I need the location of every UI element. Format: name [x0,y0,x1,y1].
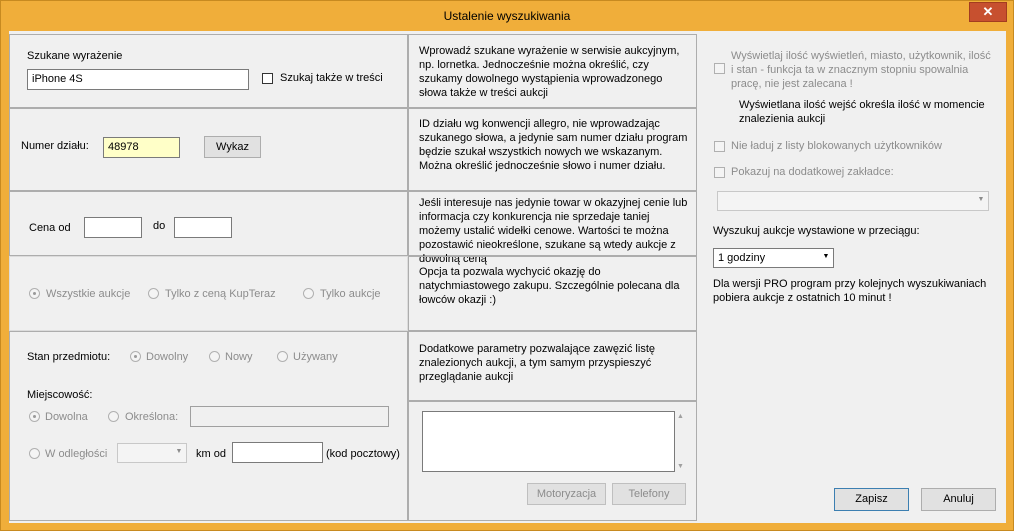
postal-code-input[interactable] [232,442,323,463]
location-any-radio[interactable] [29,411,40,422]
filters-description: Dodatkowe parametry pozwalające zawęzić listę znalezionych aukcji, a tym samym przyspieszyć przeglądanie aukcji [419,343,655,383]
category-label: Numer działu: [21,140,89,152]
condition-any-label[interactable]: Dowolny [146,351,189,363]
cancel-button[interactable]: Anuluj [921,488,996,511]
search-label: Szukane wyrażenie [27,50,123,62]
category-desc-panel [408,108,697,191]
chevron-down-icon: ▼ [977,196,985,203]
auction-type-panel [9,256,408,331]
extra-tab-checkbox[interactable] [714,167,725,178]
title-bar[interactable] [1,1,1013,31]
location-distance-label[interactable]: W odległości [45,448,108,460]
dialog-client-area [9,31,1006,523]
location-label: Miejscowość: [27,389,93,401]
condition-new-label[interactable]: Nowy [225,351,253,363]
category-panel [9,108,408,191]
condition-used-radio[interactable] [277,351,288,362]
auction-type-description: Opcja ta pozwala wychycić okazję do natychmiastowego zakupu. Szczególnie polecana dla łowców okazji :) [419,266,680,306]
extras-panel [408,401,697,521]
search-panel [9,34,408,108]
location-specific-label[interactable]: Określona: [125,411,179,423]
period-label: Wyszukuj aukcje wystawione w przeciągu: [713,225,920,237]
period-select[interactable] [713,248,834,268]
scroll-down-icon[interactable]: ▼ [677,463,684,470]
category-input[interactable]: 48978 [103,137,180,158]
condition-new-radio[interactable] [209,351,220,362]
price-from-input[interactable] [84,217,142,238]
close-button[interactable]: ✕ [969,2,1007,22]
location-distance-radio[interactable] [29,448,40,459]
search-description: Wprowadź szukane wyrażenie w serwisie aukcyjnym, np. lornetka. Jednocześnie można określić, czy szukamy dowolnego wystąpienia wprowadzonego słowa także w treści aukcji [419,45,680,99]
price-desc-panel [408,191,697,265]
extra-tab-label[interactable]: Pokazuj na dodatkowej zakładce: [731,166,894,178]
price-to-input[interactable] [174,217,232,238]
price-to-label: do [153,220,166,232]
condition-label: Stan przedmiotu: [27,351,111,363]
auction-type-desc-panel [408,256,697,331]
auction-type-buynow-label[interactable]: Tylko z ceną KupTeraz [165,288,276,300]
save-button[interactable]: Zapisz [834,488,909,511]
phones-button[interactable]: Telefony [612,483,686,505]
search-desc-panel [408,34,697,108]
scroll-up-icon[interactable]: ▲ [677,413,684,420]
chevron-down-icon: ▼ [822,253,830,260]
km-from-label: km od [196,448,226,460]
auction-type-auctions-label[interactable]: Tylko aukcje [320,288,381,300]
pro-note: Dla wersji PRO program przy kolejnych wyszukiwaniach pobiera aukcje z ostatnich 10 minut ! [713,278,987,304]
search-in-content-checkbox[interactable] [262,73,273,84]
search-input[interactable]: iPhone 4S [27,69,249,90]
auction-type-buynow-radio[interactable] [148,288,159,299]
condition-any-radio[interactable] [130,351,141,362]
distance-select[interactable] [117,443,187,463]
price-description: Jeśli interesuje nas jedynie towar w okazyjnej cenie lub informacja czy konkurencja nie sprzedaje taniej możemy ustalić widełki cenowe. Wartości te można pozostawić nieokreślone, szukane są wtedy aukcje z dowolną ceną [419,197,688,265]
extras-memo[interactable] [422,411,675,472]
auction-type-auctions-radio[interactable] [303,288,314,299]
show-views-label[interactable]: Wyświetlaj ilość wyświetleń, miasto, użytkownik, ilość i stan - funkcja ta w znacznym stopniu spowalnia pracę, nie jest zalecana ! [731,50,991,90]
price-from-label: Cena od [29,222,71,234]
auction-type-all-label[interactable]: Wszystkie aukcje [46,288,131,300]
period-select-value: 1 godziny [718,252,766,264]
price-panel [9,191,408,256]
skip-blocked-checkbox[interactable] [714,141,725,152]
location-specific-radio[interactable] [108,411,119,422]
skip-blocked-label[interactable]: Nie ładuj z listy blokowanych użytkowników [731,140,942,152]
condition-used-label[interactable]: Używany [293,351,338,363]
search-in-content-label[interactable]: Szukaj także w treści [280,72,383,84]
location-specific-input[interactable] [190,406,389,427]
extra-tab-select[interactable] [717,191,989,211]
category-description: ID działu wg konwencji allegro, nie wprowadzając szukanego słowa, a jedynie sam numer działu program będzie szukał wszystkich nowych we wskazanym. Można określić jednocześnie słowo i numer działu. [419,118,688,172]
postal-code-label: (kod pocztowy) [326,448,400,460]
window-title: Ustalenie wyszukiwania [443,9,571,23]
filters-panel [9,331,408,521]
chevron-down-icon: ▼ [175,448,183,455]
category-list-button[interactable]: Wykaz [204,136,261,158]
auction-type-all-radio[interactable] [29,288,40,299]
show-views-checkbox[interactable] [714,63,725,74]
location-any-label[interactable]: Dowolna [45,411,88,423]
motorization-button[interactable]: Motoryzacja [527,483,606,505]
views-note: Wyświetlana ilość wejść określa ilość w momencie znalezienia aukcji [739,99,985,125]
filters-desc-panel [408,331,697,401]
